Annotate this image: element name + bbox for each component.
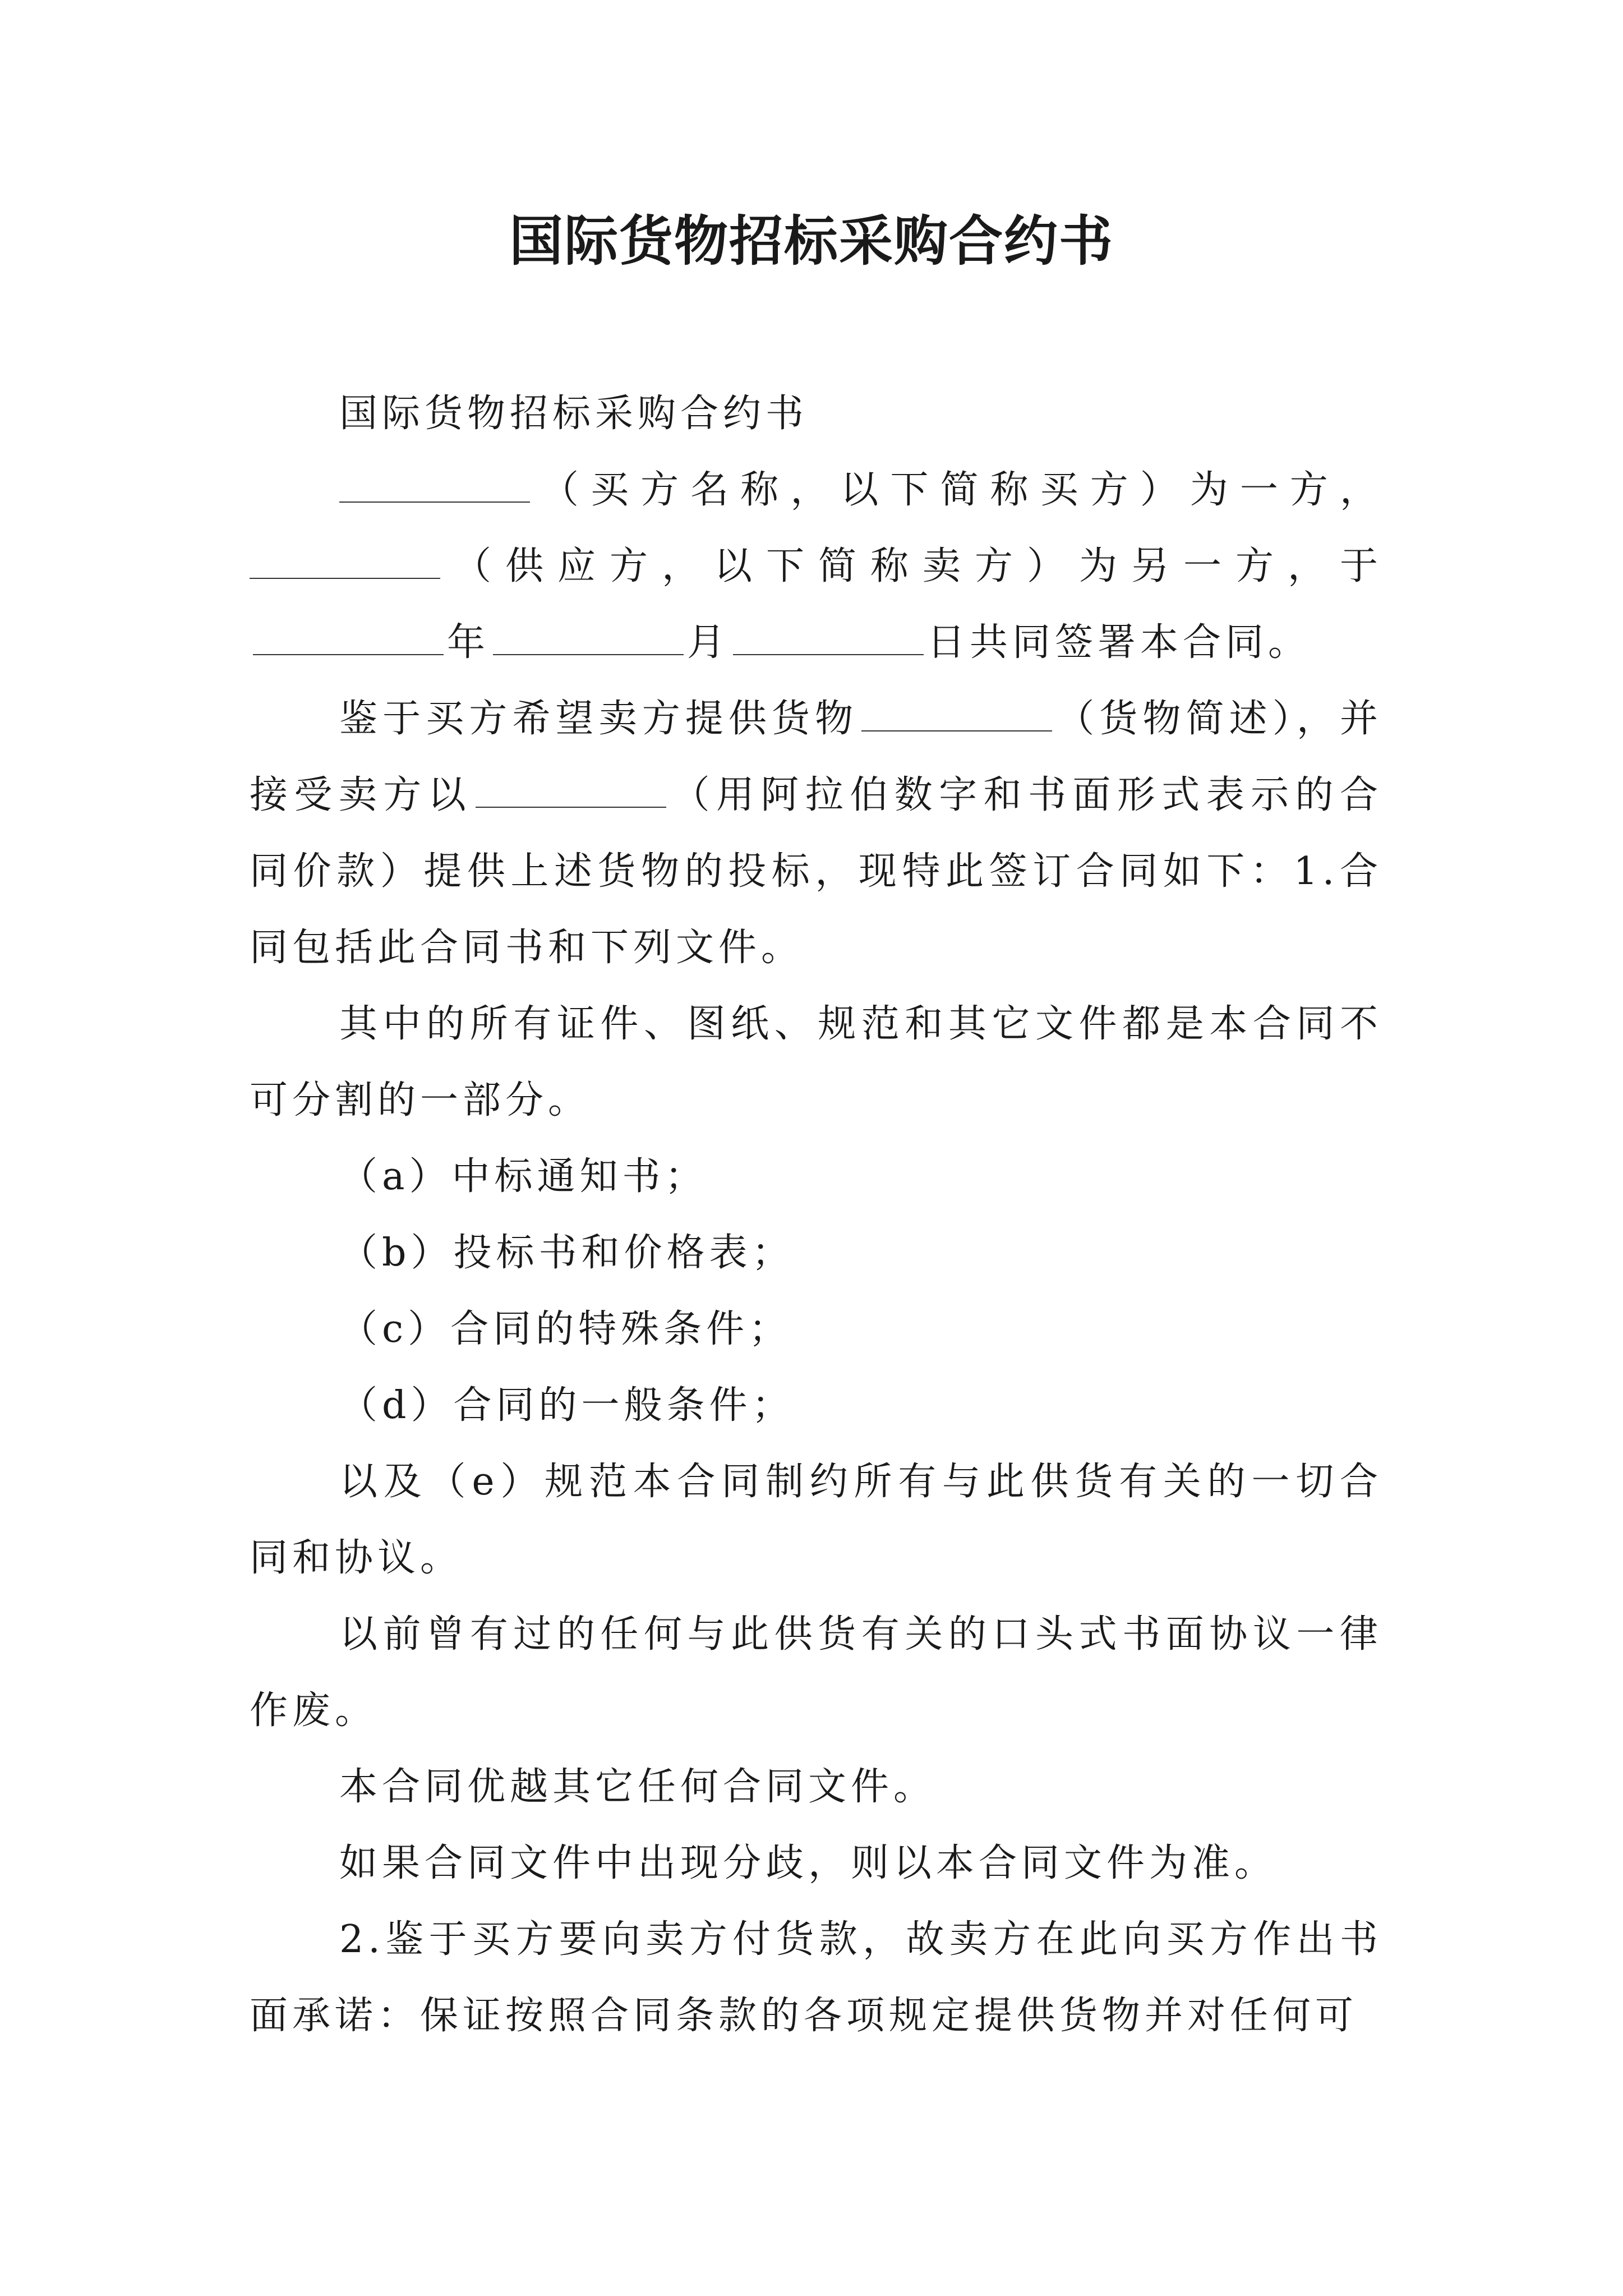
paragraph: 以前曾有过的任何与此供货有关的口头式书面协议一律作废。 [250, 1612, 1382, 1733]
paragraph: 2.鉴于买方要向卖方付货款，故卖方在此向买方作出书面承诺：保证按照合同条款的各项规定提供货物并对任何可 [250, 1917, 1382, 2038]
goods-blank [861, 697, 1052, 731]
paragraph: 如果合同文件中出现分歧，则以本合同文件为准。 [339, 1841, 1278, 1885]
year-label: 年 [447, 620, 490, 665]
year-blank [253, 620, 444, 655]
paragraph: 以及（e）规范本合同制约所有与此供货有关的一切合同和协议。 [250, 1460, 1382, 1580]
recital-paragraph [250, 681, 1382, 986]
document-title: 国际货物招标采购合约书 [509, 209, 1114, 273]
list-item-c: （c）合同的特殊条件； [339, 1307, 792, 1351]
paragraph: 其中的所有证件、图纸、规范和其它文件都是本合同不可分割的一部分。 [250, 1002, 1382, 1122]
paragraph: 本合同优越其它任何合同文件。 [339, 1765, 937, 1809]
seller-description: （供应方，以下简称卖方）为另一方，于 [444, 544, 1382, 588]
document-body [250, 376, 1382, 2054]
recital-part1: 鉴于买方希望卖方提供货物 [339, 697, 859, 741]
month-blank [493, 620, 684, 655]
seller-name-blank [250, 544, 440, 579]
list-item-b: （b）投标书和价格表； [339, 1231, 795, 1275]
price-blank [476, 773, 666, 808]
day-blank [733, 620, 924, 655]
list-item-a: （a）中标通知书； [339, 1154, 708, 1199]
recital-part3: （用阿拉伯数字和书面形式表示的合同价款）提供上述货物的投标，现特此签订合同如下：1.合同包括此合同书和下列文件。 [250, 773, 1382, 970]
recital-part2: （货物简述），并接受卖方以 [250, 697, 1382, 817]
month-label: 月 [687, 620, 730, 665]
day-sign-text: 日共同签署本合同。 [927, 620, 1311, 665]
parties-paragraph [250, 452, 1382, 681]
list-item-d: （d）合同的一般条件； [339, 1383, 795, 1428]
buyer-name-blank [339, 468, 530, 503]
document-subtitle: 国际货物招标采购合约书 [339, 392, 809, 436]
buyer-description: （买方名称，以下简称买方）为一方， [533, 468, 1382, 512]
